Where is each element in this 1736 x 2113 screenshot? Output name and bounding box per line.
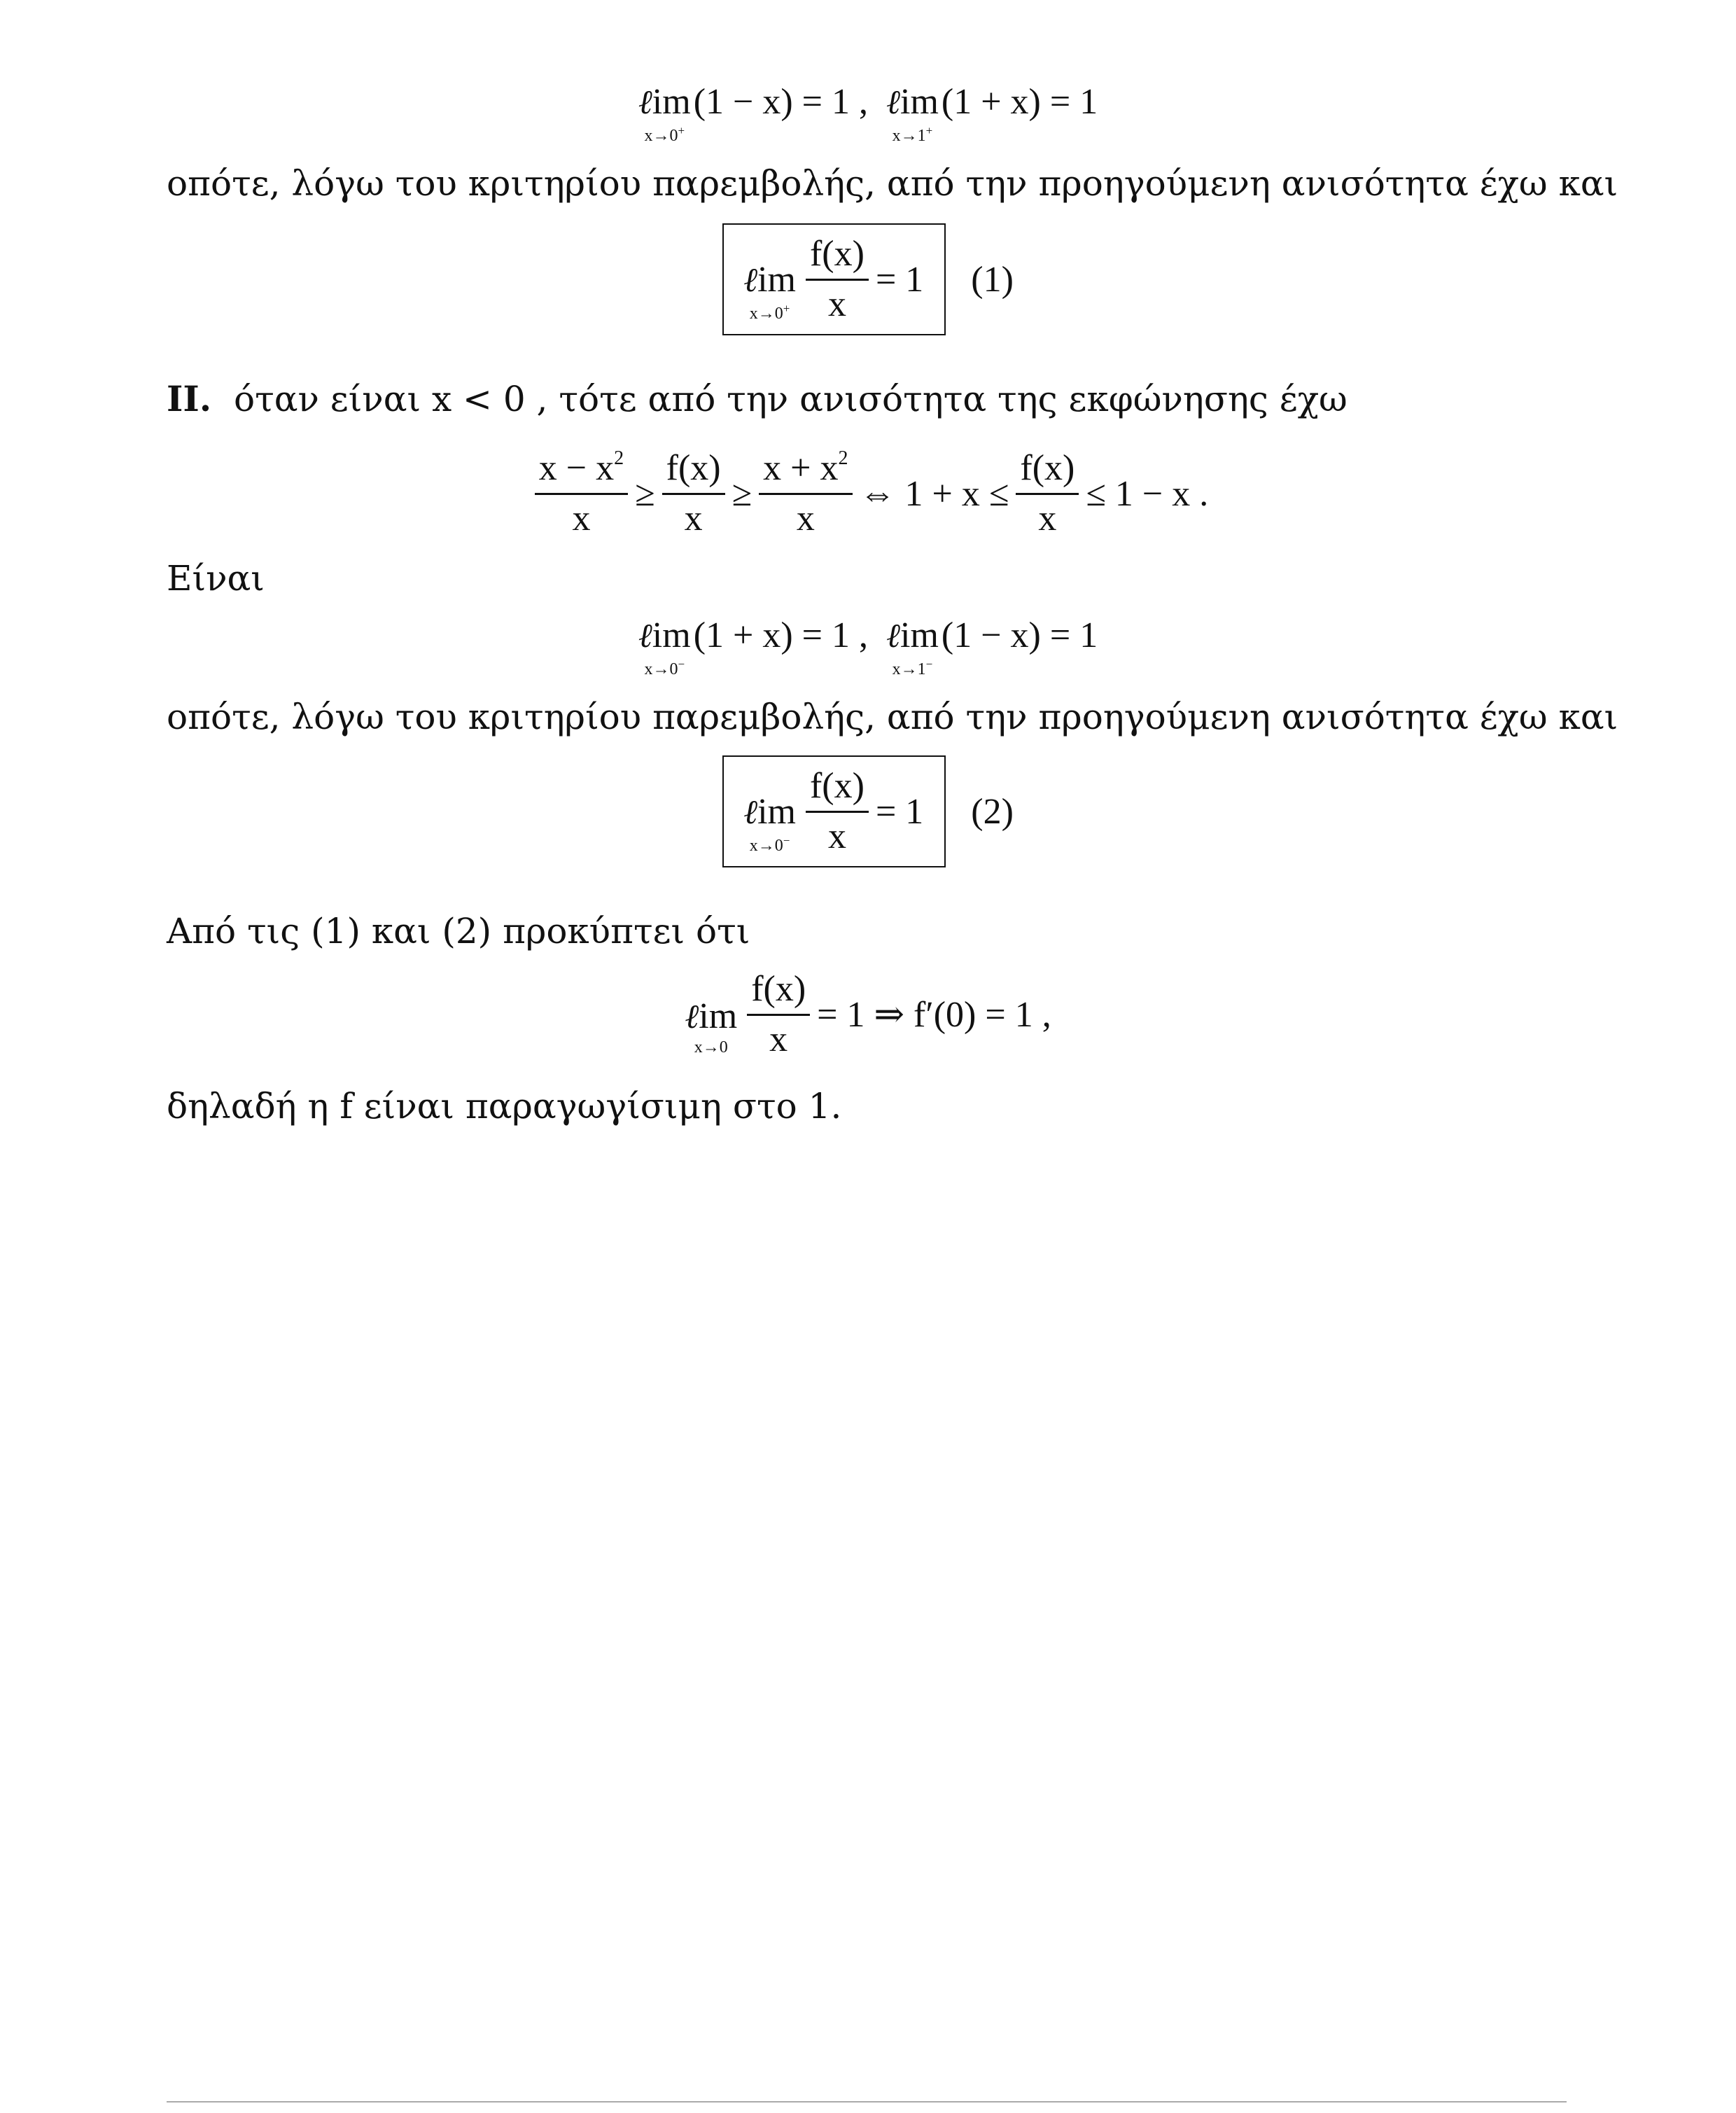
limit-equation-2	[0, 604, 1736, 678]
limit-operator: ℓim x→0	[685, 996, 738, 1056]
limit-expression: (1 − x) = 1	[941, 615, 1098, 655]
fraction: $\frac{f(x)}{x}$	[1016, 449, 1079, 538]
limit-operator: ℓim x→1−	[886, 615, 939, 678]
paragraph-it-is: Είναι	[167, 558, 265, 599]
paragraph-differentiable: δηλαδή η f είναι παραγωγίσιμη στο 1.	[167, 1086, 842, 1127]
paragraph-squeeze-2: οπότε, λόγω του κριτηρίου παρεμβολής, από την προηγούμενη ανισότητα έχω και	[167, 697, 1618, 737]
boxed-result-2	[0, 759, 1736, 864]
derivative-equation: ℓim x→0 $\frac{f(x)}{x}$ = 1 ⇒ f′(0) = 1 ,	[685, 969, 1051, 1059]
fraction: $\frac{x - x^2}{x}$	[535, 449, 628, 538]
result-box: ℓim x→0− $\frac{f(x)}{x}$ = 1	[722, 755, 946, 867]
fraction: $\frac{f(x)}{x}$	[806, 767, 869, 856]
footer-divider	[167, 2101, 1567, 2102]
fraction: $\frac{f(x)}{x}$	[806, 235, 869, 323]
case-label: II.	[167, 378, 212, 419]
boxed-result-1	[0, 227, 1736, 332]
limit-operator: ℓim x→1+	[886, 82, 939, 145]
paragraph-squeeze-1: οπότε, λόγω του κριτηρίου παρεμβολής, από την προηγούμενη ανισότητα έχω και	[167, 163, 1618, 204]
fraction: $\frac{f(x)}{x}$	[662, 449, 725, 538]
paragraph-from-1-and-2: Από τις (1) και (2) προκύπτει ότι	[167, 911, 750, 951]
limit-operator: ℓim x→0+	[743, 260, 796, 323]
limit-operator: ℓim x→0−	[638, 615, 691, 678]
limit-operator: ℓim x→0−	[743, 792, 796, 855]
limit-expression: (1 + x) = 1	[941, 81, 1098, 122]
equation-tag: (2)	[971, 791, 1014, 832]
limit-expression: (1 + x) = 1 ,	[693, 615, 868, 655]
limit-expression: (1 − x) = 1 ,	[693, 81, 868, 122]
inequality-chain: $\frac{x - x^2}{x}$ ≥ $\frac{f(x)}{x}$ ≥ $\frac{x + x^2}{x}$ ⇔ 1 + x ≤ $\frac{f(x)}{x}$ ≤ 1 − x .	[0, 441, 1736, 546]
fraction: $\frac{x + x^2}{x}$	[759, 449, 852, 538]
result-box: ℓim x→0+ $\frac{f(x)}{x}$ = 1	[722, 223, 946, 335]
fraction: $\frac{f(x)}{x}$	[747, 970, 810, 1059]
case-two-statement: II. όταν είναι x < 0 , τότε από την ανισότητα της εκφώνησης έχω	[167, 378, 1348, 419]
limit-operator: ℓim x→0+	[638, 82, 691, 145]
equation-tag: (1)	[971, 259, 1014, 300]
limit-equation-1	[0, 70, 1736, 145]
